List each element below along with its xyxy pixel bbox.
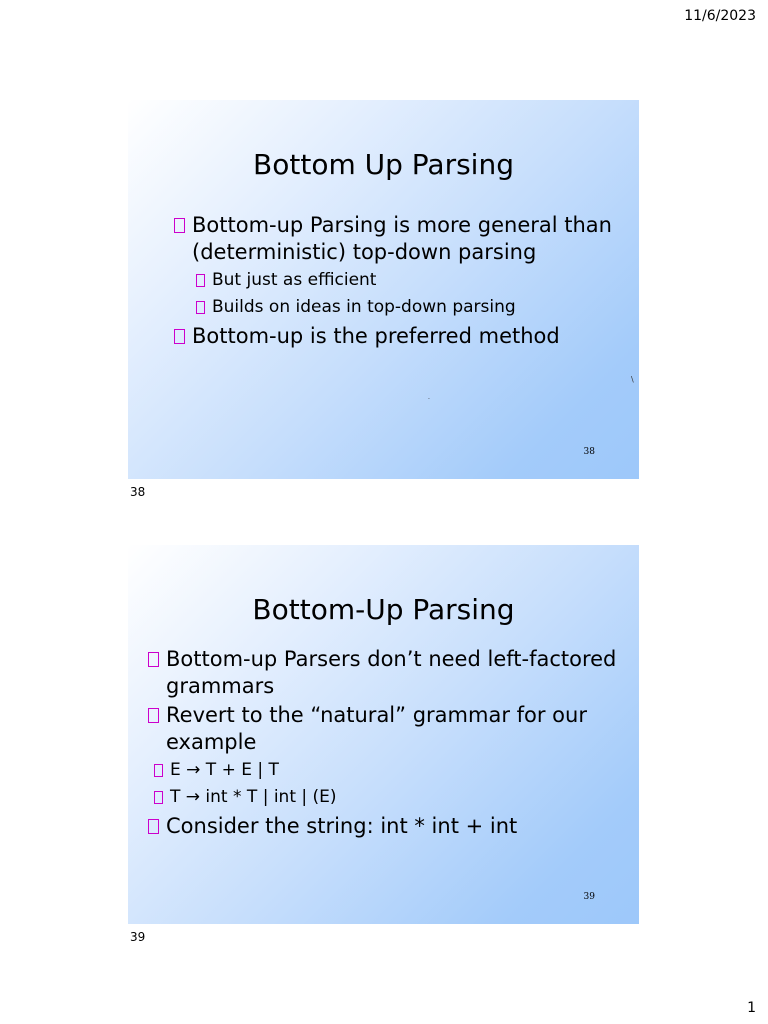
page-number: 1 — [747, 1000, 756, 1016]
bullet-item — [174, 323, 614, 350]
slide-number: 39 — [583, 892, 595, 902]
slide-label: 38 — [130, 485, 146, 499]
bullet-text: Revert to the “natural” grammar for our example — [166, 703, 587, 754]
sub-bullet-item — [196, 296, 614, 319]
bullet-square-icon — [148, 652, 159, 667]
bullet-item — [148, 702, 618, 756]
bullet-item — [148, 646, 618, 700]
bullet-text: E → T + E | T — [170, 760, 279, 780]
bullet-text: Builds on ideas in top-down parsing — [212, 297, 516, 317]
slide-title: Bottom Up Parsing — [253, 148, 514, 181]
bullet-list — [148, 646, 618, 842]
slide-39 — [128, 545, 639, 924]
bullet-square-icon — [148, 708, 159, 723]
bullet-list — [174, 212, 614, 352]
bullet-square-icon — [148, 819, 159, 834]
bullet-square-icon — [196, 274, 205, 287]
page-date: 11/6/2023 — [684, 8, 756, 24]
stray-mark: \ — [631, 375, 634, 384]
sub-bullet-item — [196, 269, 614, 292]
bullet-square-icon — [154, 791, 163, 804]
bullet-item — [174, 212, 614, 266]
bullet-square-icon — [196, 301, 205, 314]
bullet-square-icon — [174, 329, 185, 344]
sub-bullet-item — [154, 786, 618, 809]
bullet-square-icon — [154, 764, 163, 777]
bullet-square-icon — [174, 218, 185, 233]
slide-38 — [128, 100, 639, 479]
bullet-text: But just as efficient — [212, 270, 377, 290]
bullet-text: Bottom-up Parsers don’t need left-factored grammars — [166, 647, 617, 698]
stray-mark: - — [428, 396, 430, 402]
bullet-item — [148, 813, 618, 840]
slide-label: 39 — [130, 930, 146, 944]
slide-title: Bottom-Up Parsing — [252, 593, 515, 626]
bullet-text: T → int * T | int | (E) — [170, 787, 337, 807]
bullet-text: Bottom-up Parsing is more general than (deterministic) top-down parsing — [192, 213, 612, 264]
bullet-text: Bottom-up is the preferred method — [192, 324, 560, 348]
slide-number: 38 — [583, 447, 595, 457]
sub-bullet-item — [154, 759, 618, 782]
bullet-text: Consider the string: int * int + int — [166, 814, 518, 838]
